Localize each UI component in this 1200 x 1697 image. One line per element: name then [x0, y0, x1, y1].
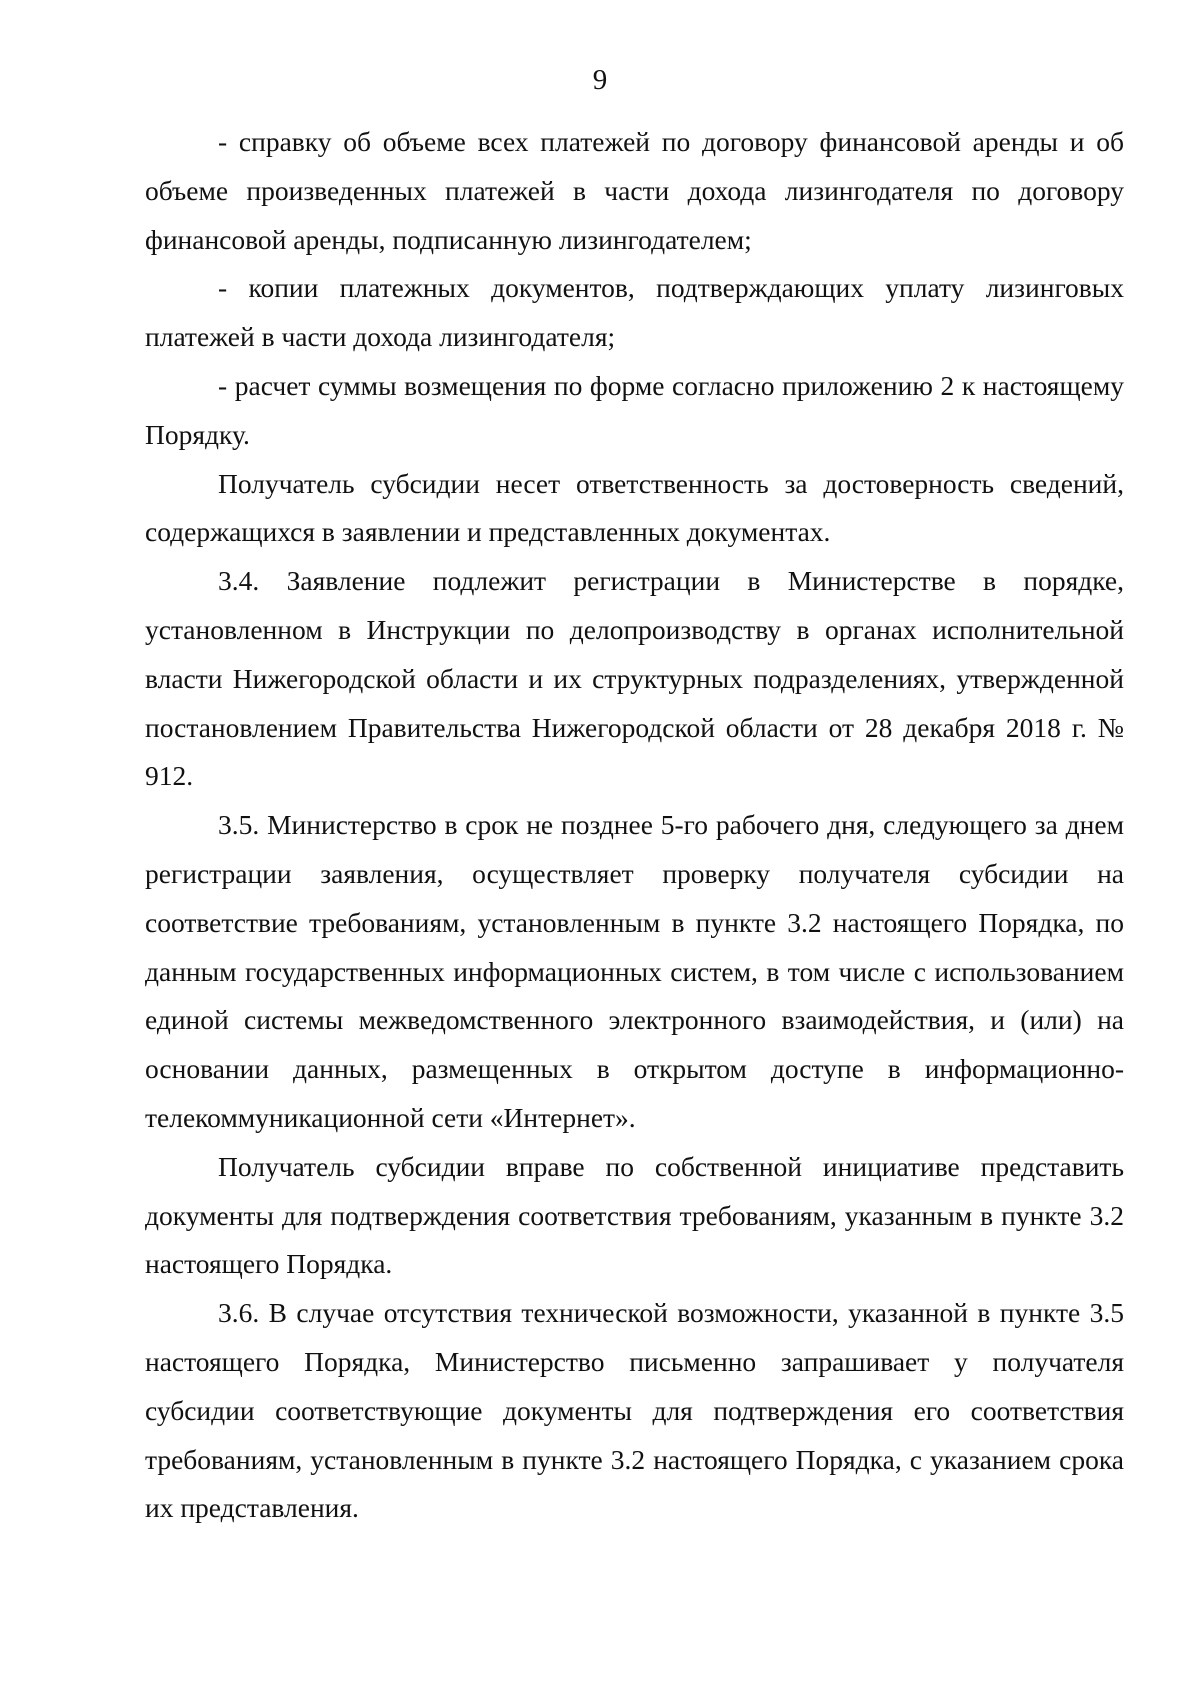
paragraph-recipient-responsibility: Получатель субсидии несет ответственность за достоверность сведений, содержащихся в заявлении и представленных документах.	[145, 467, 1124, 548]
paragraph-leasing-payments-certificate: - справку об объеме всех платежей по договору финансовой аренды и об объеме произведенных платежей в части дохода лизингодателя по договору финансовой аренды, подписанную лизингодателем;	[145, 126, 1124, 255]
document-body	[145, 118, 1124, 1533]
paragraph-3-5-verification: 3.5. Министерство в срок не позднее 5-го рабочего дня, следующего за днем регистрации заявления, осуществляет проверку получателя субсидии на соответствие требованиям, установленным в пункте 3.2 настоящего Порядка, по данным государственных информационных систем, в том числе с использованием единой системы межведомственного электронного взаимодействия, и (или) на основании данных, размещенных в открытом доступе в информационно-телекоммуникационной сети «Интернет».	[145, 809, 1124, 1133]
paragraph-reimbursement-calculation: - расчет суммы возмещения по форме согласно приложению 2 к настоящему Порядку.	[145, 369, 1124, 450]
page-number: 9	[592, 64, 608, 96]
paragraph-payment-documents-copies: - копии платежных документов, подтверждающих уплату лизинговых платежей в части дохода лизингодателя;	[145, 272, 1124, 353]
paragraph-3-4-registration: 3.4. Заявление подлежит регистрации в Министерстве в порядке, установленном в Инструкции по делопроизводству в органах исполнительной власти Нижегородской области и их структурных подразделениях, утвержденной постановлением Правительства Нижегородской области от 28 декабря 2018 г. № 912.	[145, 565, 1124, 792]
paragraph-recipient-own-initiative: Получатель субсидии вправе по собственной инициативе представить документы для подтверждения соответствия требованиям, указанным в пункте 3.2 настоящего Порядка.	[145, 1150, 1124, 1280]
paragraph-3-6-written-request: 3.6. В случае отсутствия технической возможности, указанной в пункте 3.5 настоящего Порядка, Министерство письменно запрашивает у получателя субсидии соответствующие документы для подтверждения его соответствия требованиям, установленным в пункте 3.2 настоящего Порядка, с указанием срока их представления.	[145, 1297, 1124, 1524]
